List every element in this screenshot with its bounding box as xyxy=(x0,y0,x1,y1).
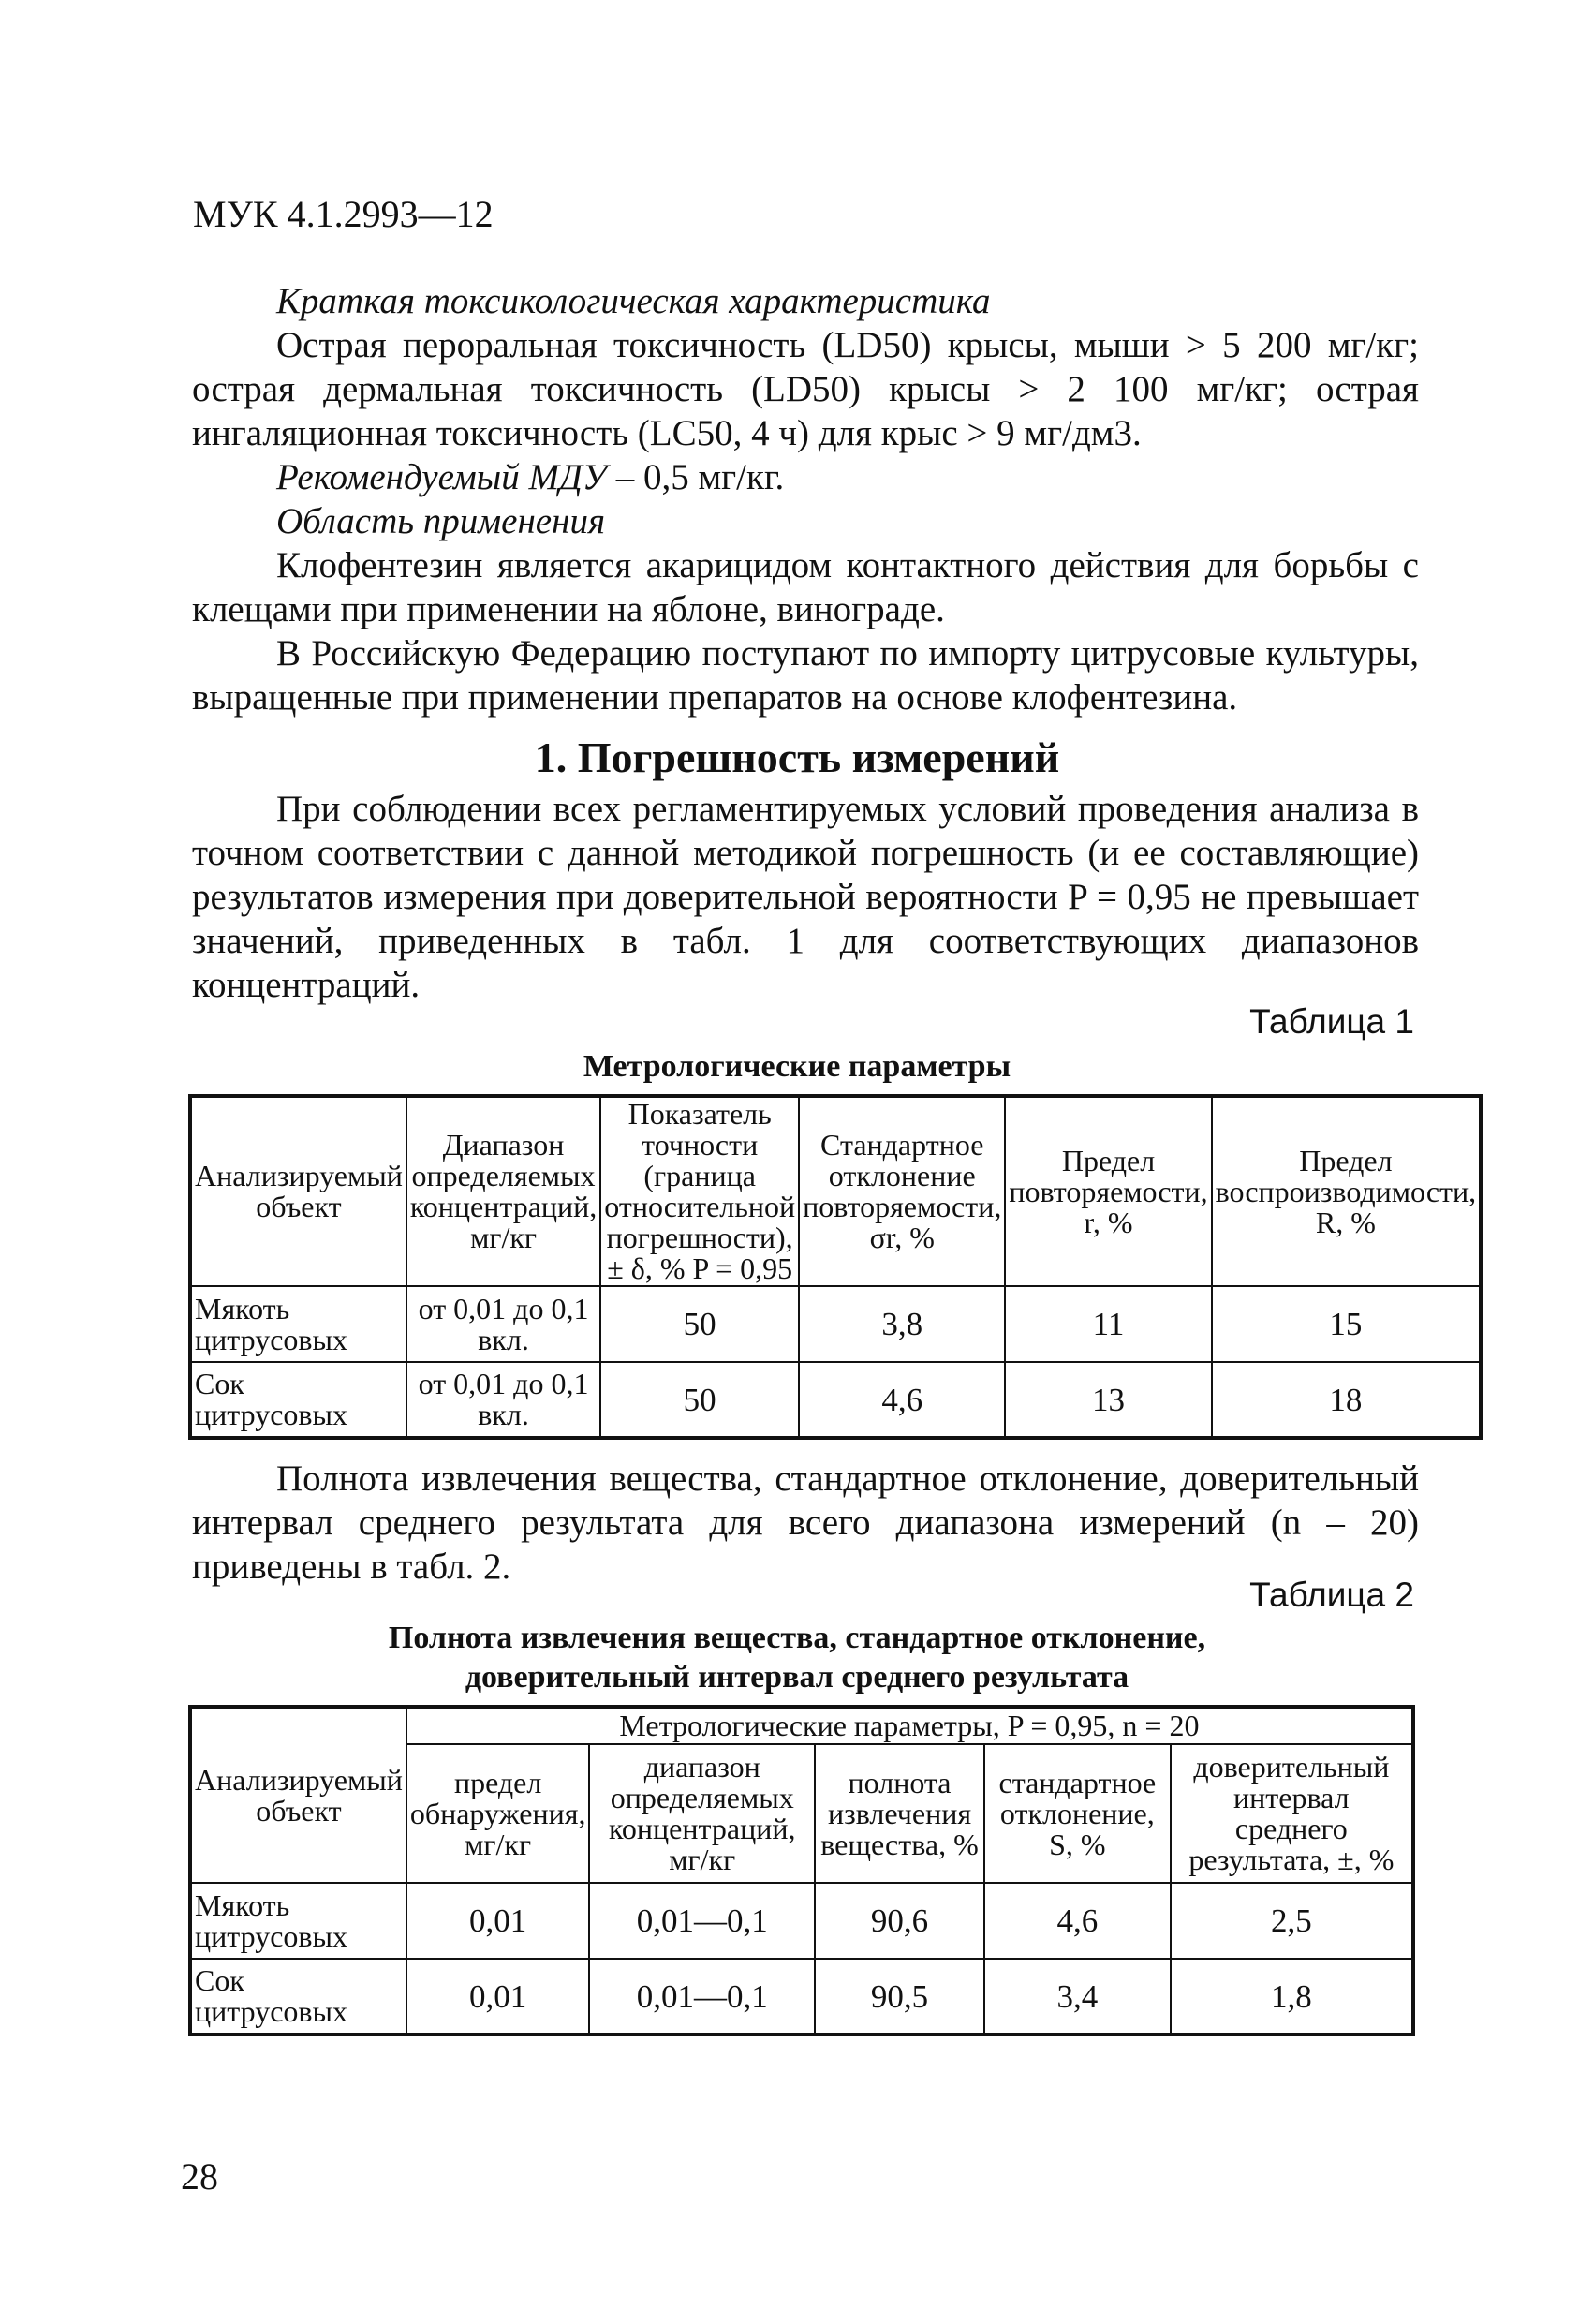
table2-cell: 90,5 xyxy=(815,1959,984,2035)
table2-header-cell: полнота извлечения вещества, % xyxy=(815,1744,984,1883)
table1-cell: от 0,01 до 0,1 вкл. xyxy=(406,1362,600,1438)
mdu-title: Рекомендуемый МДУ xyxy=(276,457,607,497)
table2-header-cell: диапазон определяемых концентраций, мг/кг xyxy=(589,1744,815,1883)
table1-cell: 4,6 xyxy=(799,1362,1005,1438)
table2-caption-line-2: доверительный интервал среднего результата xyxy=(465,1660,1129,1695)
toxicology-title: Краткая токсикологическая характеристика xyxy=(276,281,991,321)
table2-cell: 3,4 xyxy=(984,1959,1171,2035)
table2 xyxy=(188,1705,1415,2036)
table2-caption-line-1: Полнота извлечения вещества, стандартное отклонение, xyxy=(388,1621,1206,1655)
table1-caption: Метрологические параметры xyxy=(583,1049,1011,1084)
table-row xyxy=(190,1362,1481,1438)
section-text xyxy=(192,787,1419,1007)
mdu-line xyxy=(192,455,1419,499)
application-text-1: Клофентезин является акарицидом контактного действия для борьбы с клещами при применении на яблоне, винограде. xyxy=(192,545,1419,629)
table2-cell: 90,6 xyxy=(815,1883,984,1959)
table2-header-cell: Анализируемый объект xyxy=(190,1707,406,1883)
table1-header-row xyxy=(190,1096,1481,1286)
section-paragraph: При соблюдении всех регламентируемых условий проведения анализа в точном соответствии с данной методикой погрешность (и ее составляющие) результатов измерения при доверительной вероятности P = 0,95 не превышает значений, приведенных в табл. 1 для соответствующих диапазонов концентраций. xyxy=(192,789,1419,1005)
toxicology-block xyxy=(192,279,1419,719)
page-number: 28 xyxy=(181,2155,218,2198)
table2-cell: 1,8 xyxy=(1171,1959,1413,2035)
table1-label: Таблица 1 xyxy=(1249,1002,1414,1041)
table2-cell: 0,01 xyxy=(406,1883,590,1959)
table1-cell: от 0,01 до 0,1 вкл. xyxy=(406,1286,600,1362)
table1-header-cell: Предел воспроизводимости, R, % xyxy=(1212,1096,1482,1286)
table1-header-cell: Показатель точности (граница относительной погрешности), ± δ, % P = 0,95 xyxy=(600,1096,799,1286)
table2-cell: 0,01—0,1 xyxy=(589,1883,815,1959)
table1-cell: Сок цитрусовых xyxy=(190,1362,406,1438)
table1 xyxy=(188,1094,1483,1440)
table2-label: Таблица 2 xyxy=(1249,1576,1414,1614)
application-text-2: В Российскую Федерацию поступают по импорту цитрусовые культуры, выращенные при применении препаратов на основе клофентезина. xyxy=(192,633,1419,718)
document-code: МУК 4.1.2993—12 xyxy=(193,193,494,235)
table2-group-header-row xyxy=(190,1707,1413,1744)
table1-cell: 15 xyxy=(1212,1286,1482,1362)
table1-cell: 13 xyxy=(1005,1362,1211,1438)
table1-cell: 11 xyxy=(1005,1286,1211,1362)
table2-group-header: Метрологические параметры, P = 0,95, n = 20 xyxy=(406,1707,1413,1744)
between-text xyxy=(192,1457,1419,1589)
table2-cell: 0,01 xyxy=(406,1959,590,2035)
table-row xyxy=(190,1286,1481,1362)
between-paragraph: Полнота извлечения вещества, стандартное отклонение, доверительный интервал среднего результата для всего диапазона измерений (n – 20) приведены в табл. 2. xyxy=(192,1458,1419,1587)
mdu-value: – 0,5 мг/кг. xyxy=(607,457,785,497)
table1-header-cell: Стандартное отклонение повторяемости, σr, % xyxy=(799,1096,1005,1286)
table1-cell: 50 xyxy=(600,1286,799,1362)
application-title: Область применения xyxy=(276,501,606,541)
table2-header-cell: стандартное отклонение, S, % xyxy=(984,1744,1171,1883)
table2-cell: 4,6 xyxy=(984,1883,1171,1959)
table2-header-cell: доверительный интервал среднего результата, ±, % xyxy=(1171,1744,1413,1883)
table2-cell: 2,5 xyxy=(1171,1883,1413,1959)
table-row xyxy=(190,1959,1413,2035)
table1-header-cell: Предел повторяемости, r, % xyxy=(1005,1096,1211,1286)
table-row xyxy=(190,1883,1413,1959)
table2-cell: Мякоть цитрусовых xyxy=(190,1883,406,1959)
table1-header-cell: Анализируемый объект xyxy=(190,1096,406,1286)
table1-header-cell: Диапазон определяемых концентраций, мг/кг xyxy=(406,1096,600,1286)
section-heading: 1. Погрешность измерений xyxy=(534,733,1060,781)
table2-cell: 0,01—0,1 xyxy=(589,1959,815,2035)
table2-caption xyxy=(0,1619,1594,1697)
table2-cell: Сок цитрусовых xyxy=(190,1959,406,2035)
table1-cell: 18 xyxy=(1212,1362,1482,1438)
table1-cell: 3,8 xyxy=(799,1286,1005,1362)
table2-header-cell: предел обнаружения, мг/кг xyxy=(406,1744,590,1883)
toxicology-text: Острая пероральная токсичность (LD50) крысы, мыши > 5 200 мг/кг; острая дермальная токсичность (LD50) крысы > 2 100 мг/кг; острая ингаляционная токсичность (LC50, 4 ч) для крыс > 9 мг/дм3. xyxy=(192,325,1419,453)
table1-cell: Мякоть цитрусовых xyxy=(190,1286,406,1362)
table1-cell: 50 xyxy=(600,1362,799,1438)
